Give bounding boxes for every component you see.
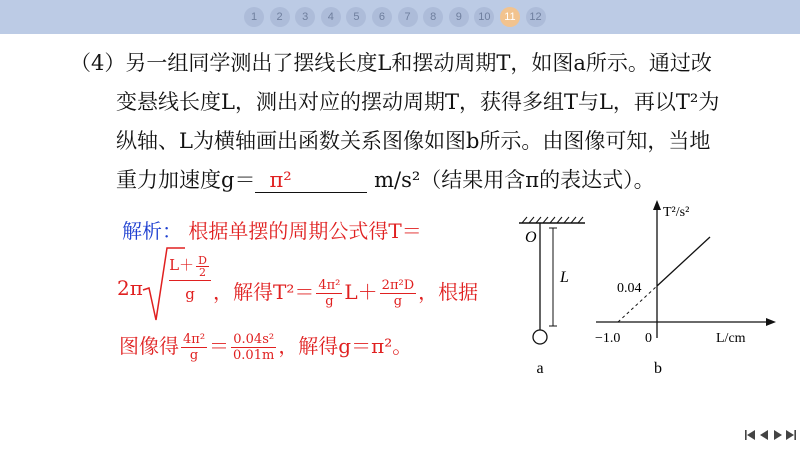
y-axis-arrow-icon bbox=[653, 200, 661, 210]
label-o: O bbox=[525, 229, 537, 246]
x-tick-label: −1.0 bbox=[595, 331, 621, 346]
graph-line bbox=[657, 237, 710, 286]
y-tick-label: 0.04 bbox=[617, 281, 642, 296]
page-button-1[interactable]: 1 bbox=[244, 7, 264, 27]
sqrt-num-l: L＋ bbox=[169, 256, 195, 274]
x-axis-label: L/cm bbox=[716, 331, 746, 346]
f4-num: 0.04s² bbox=[231, 332, 276, 348]
page-button-8[interactable]: 8 bbox=[423, 7, 443, 27]
analysis-text-4: ，根据 bbox=[418, 280, 479, 304]
pendulum-bob bbox=[533, 330, 547, 344]
question-text-4b: m/s²（结果用含π的表达式）。 bbox=[367, 168, 655, 192]
sqrt-den: g bbox=[185, 284, 195, 303]
f4-den: 0.01m bbox=[233, 348, 275, 363]
analysis-text-5: 图像得 bbox=[119, 334, 179, 358]
page-button-10[interactable]: 10 bbox=[474, 7, 494, 27]
d-num: D bbox=[198, 253, 207, 267]
page-button-5[interactable]: 5 bbox=[346, 7, 366, 27]
figure-b-graph bbox=[595, 200, 776, 377]
label-l: L bbox=[560, 269, 569, 286]
page-button-9[interactable]: 9 bbox=[449, 7, 469, 27]
question-line-3: 纵轴、L为横轴画出函数关系图像如图b所示。由图像可知，当地 bbox=[116, 129, 711, 153]
ceiling-hatch bbox=[522, 217, 583, 223]
y-axis-label: T²/s² bbox=[663, 205, 690, 220]
page-button-7[interactable]: 7 bbox=[398, 7, 418, 27]
caption-a: a bbox=[536, 360, 544, 377]
f3-num: 4π² bbox=[183, 332, 206, 347]
question-text-4: 重力加速度g＝ bbox=[116, 168, 256, 192]
first-page-icon[interactable] bbox=[744, 429, 756, 441]
page-button-6[interactable]: 6 bbox=[372, 7, 392, 27]
question-line-2: 变悬线长度L，测出对应的摆动周期T，获得多组T与L，再以T²为 bbox=[116, 90, 720, 114]
f2-num: 2π²D bbox=[381, 278, 415, 293]
analysis-text-1: 根据单摆的周期公式得T＝ bbox=[188, 219, 422, 243]
analysis-label: 解析： bbox=[122, 219, 182, 243]
two-pi: 2π bbox=[117, 276, 143, 300]
page-button-3[interactable]: 3 bbox=[295, 7, 315, 27]
f1-den: g bbox=[325, 294, 334, 309]
question-number: （4） bbox=[70, 51, 126, 75]
analysis-text-6: ，解得g＝π²。 bbox=[278, 334, 413, 358]
analysis-text-2: ，解得T²＝ bbox=[213, 280, 315, 304]
f3-den: g bbox=[189, 348, 199, 363]
answer-blank: π² bbox=[255, 168, 367, 193]
question-text-1: 另一组同学测出了摆线长度L和摆动周期T，如图a所示。通过改 bbox=[125, 51, 712, 75]
page-button-11-active[interactable]: 11 bbox=[500, 7, 520, 27]
last-page-icon[interactable] bbox=[785, 429, 797, 441]
d-den: 2 bbox=[198, 265, 206, 279]
figure-a-pendulum bbox=[519, 217, 585, 377]
f2-den: g bbox=[393, 294, 403, 309]
origin-label: 0 bbox=[645, 331, 652, 346]
prev-page-icon[interactable] bbox=[758, 429, 770, 441]
caption-b: b bbox=[654, 360, 662, 377]
page-button-12[interactable]: 12 bbox=[526, 7, 546, 27]
x-axis-arrow-icon bbox=[766, 318, 776, 326]
page-button-2[interactable]: 2 bbox=[270, 7, 290, 27]
f1-num: 4π² bbox=[318, 278, 341, 293]
next-page-icon[interactable] bbox=[772, 429, 784, 441]
analysis-eq: ＝ bbox=[209, 334, 230, 358]
analysis-text-3: L＋ bbox=[344, 280, 378, 304]
page-button-4[interactable]: 4 bbox=[321, 7, 341, 27]
